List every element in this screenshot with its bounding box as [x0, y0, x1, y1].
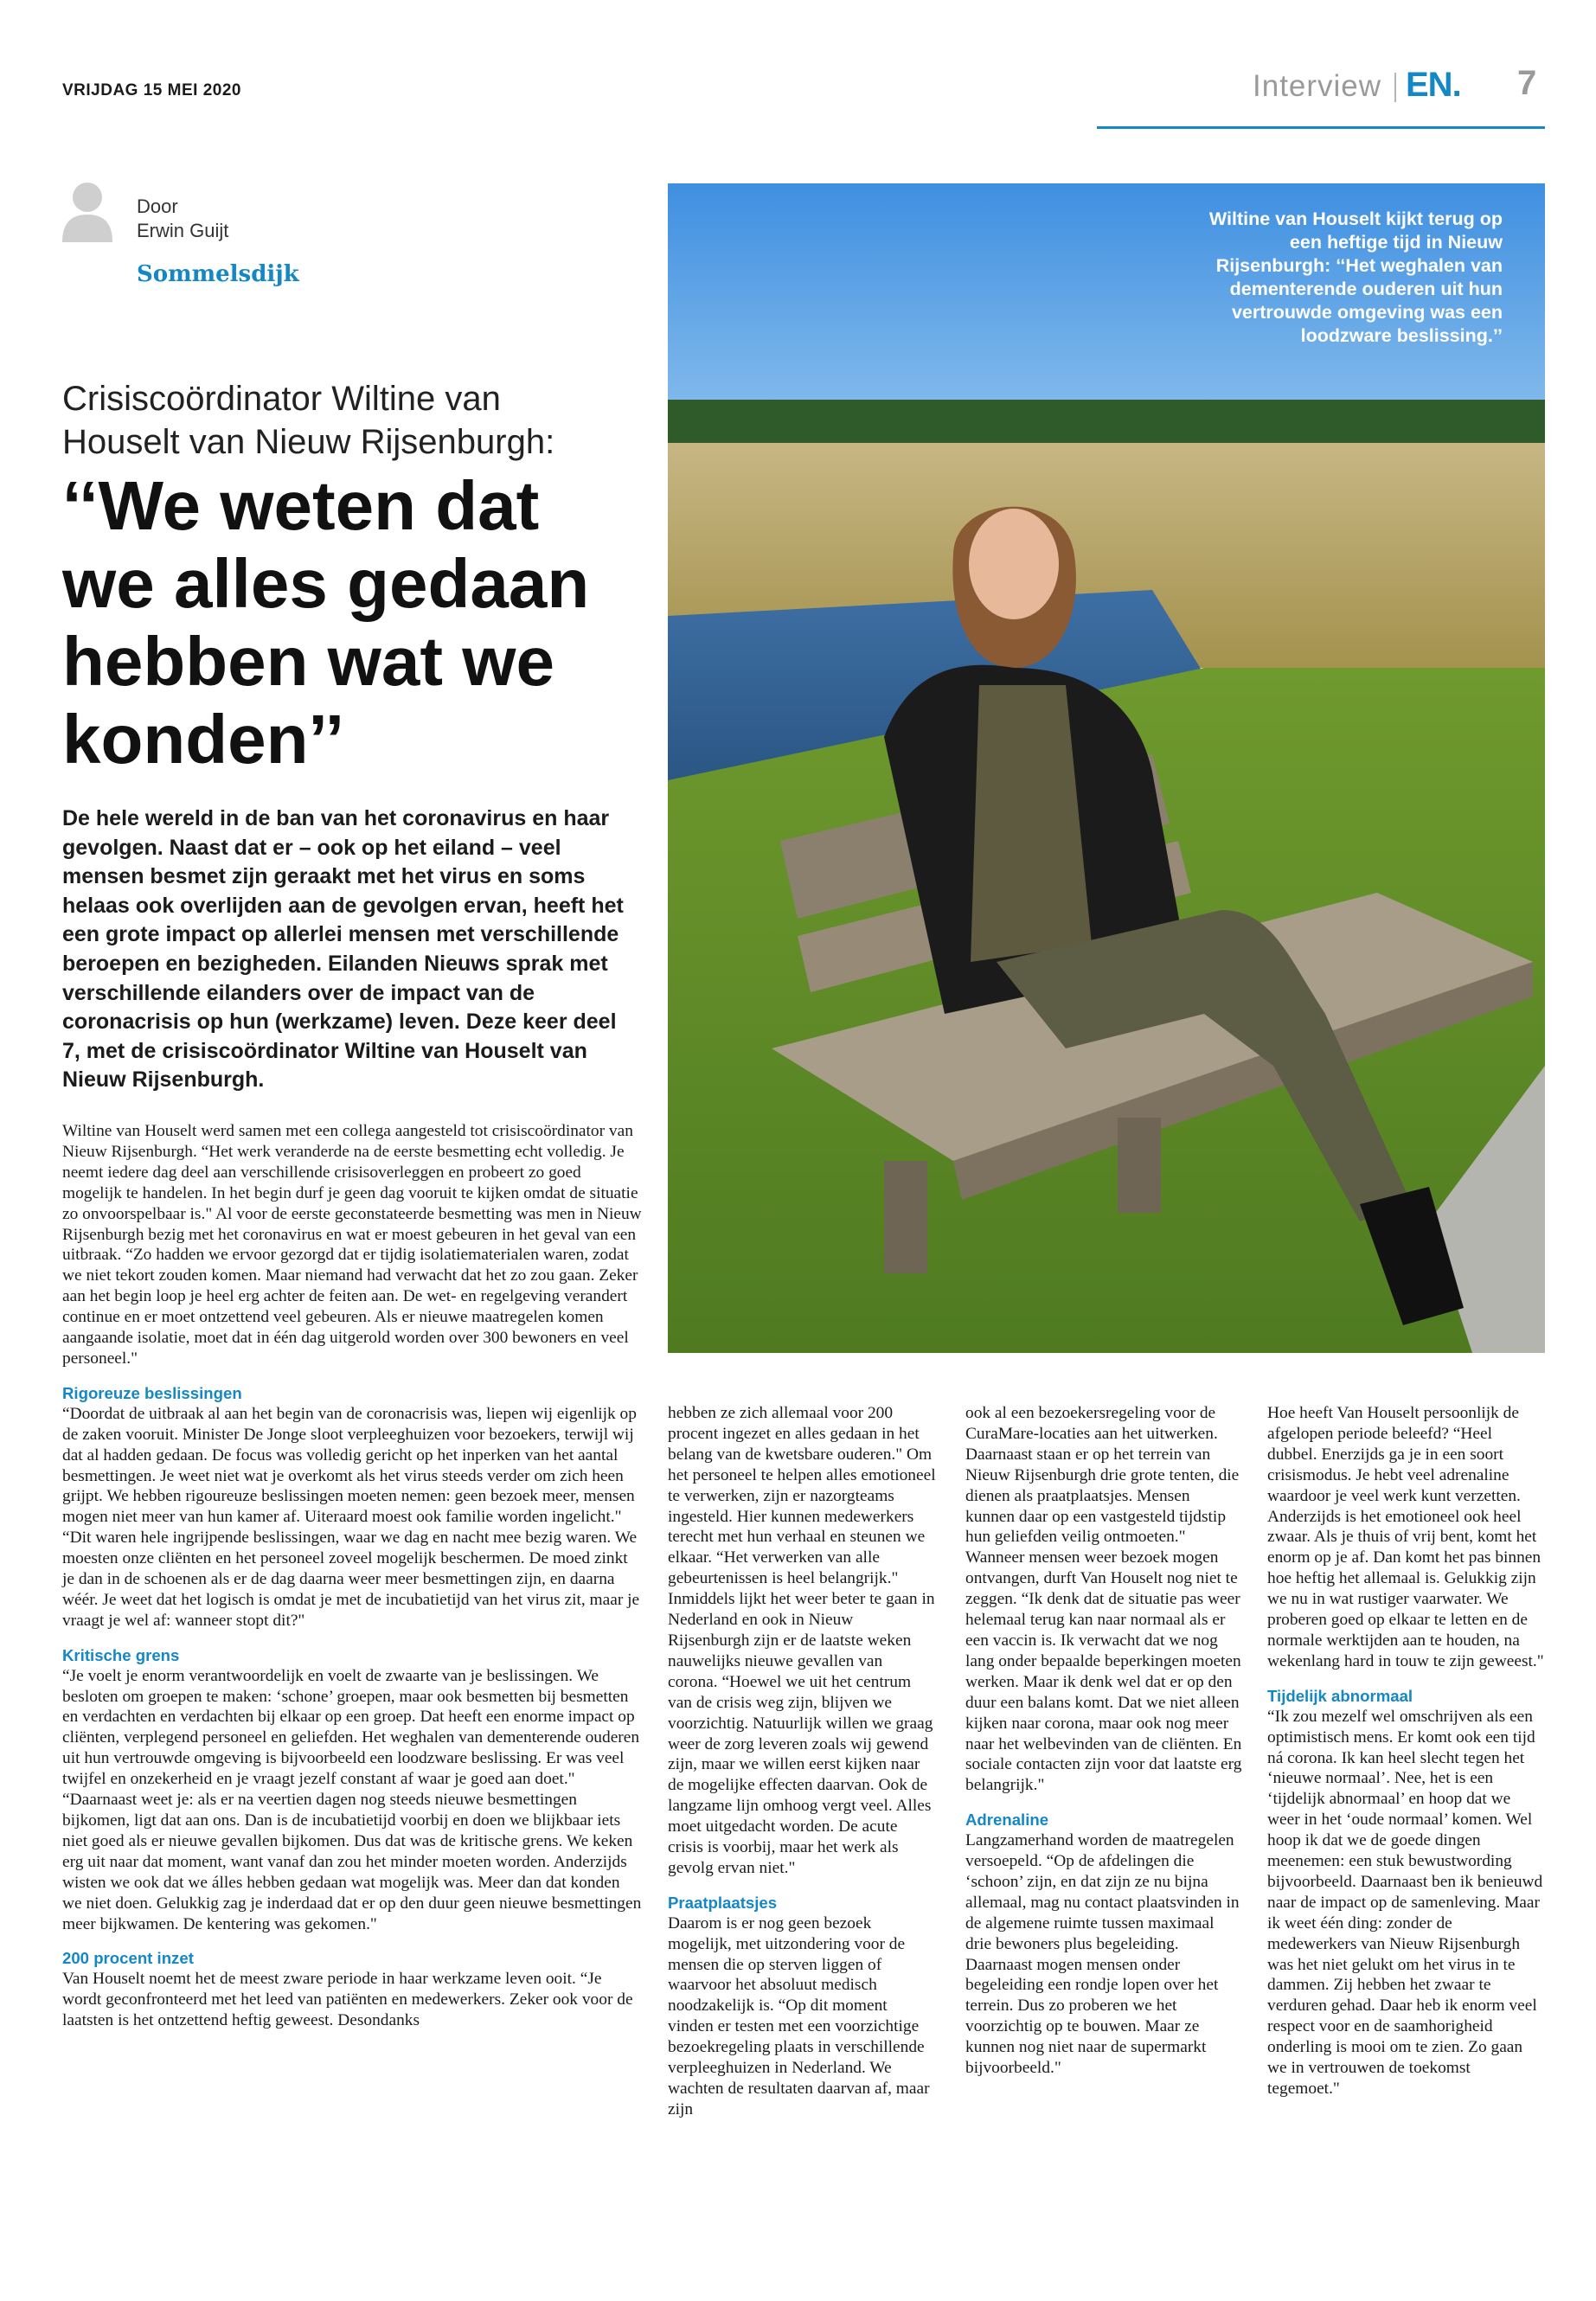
header-rule: [1097, 126, 1545, 129]
headline-kicker: Crisiscoördinator Wiltine van Houselt van Nieuw Rijsenburgh:: [62, 380, 555, 461]
article-photo: [668, 183, 1545, 1353]
paragraph: “Doordat de uitbraak al aan het begin van de coronacrisis was, liepen wij eigenlijk op de zaken vooruit. Minister De Jonge sloot verpleeghuizen voor bezoekers, terwijl wij dat al hadden gedaan. De focus was volledig gericht op het inperken van het aantal besmettingen. Je weet niet wat je overkomt als het virus steeds verder om zich heen grijpt. We hebben rigoureuze beslissingen moeten nemen: geen bezoek meer, mensen mogen niet meer van hun kamer af. Uiteraard moest ook familie worden ingelicht." “Dit waren hele ingrijpende beslissingen, waar we dag en nacht mee bezig waren. We moesten onze cliënten en het personeel zoveel mogelijk beschermen. De moed zinkt je dan in de schoenen als er de dag daarna weer meer besmettingen zijn, en daarna wéér. Je weet dat het logisch is omdat je met de incubatietijd van het virus zit, maar je vraagt je wel af: wanneer stopt dit?": [62, 1404, 640, 1630]
photo-caption: Wiltine van Houselt kijkt terug op een heftige tijd in Nieuw Rijsenburgh: ‘‘Het weghalen van dementerende ouderen uit hun vertrouwde omgeving was een loodzware beslissing.’’: [1208, 208, 1503, 346]
article-column-4: [1267, 1403, 1544, 2099]
article-column-2: [668, 1403, 936, 2120]
article-column-1: [62, 1121, 642, 2031]
subheading: 200 procent inzet: [62, 1949, 194, 1968]
paragraph: “Ik zou mezelf wel omschrijven als een optimistisch mens. Er komt ook een tijd ná corona. Ik kan heel slecht tegen het ‘nieuwe normaal’. Nee, het is een ‘tijdelijk abnormaal’ en hoop dat we weer in het ‘oude normaal’ komen. Wel hoop ik dat we de goede dingen meenemen: een stuk bewustwording bijvoorbeeld. Daarnaast ben ik benieuwd naar de impact op de samenleving. Maar ik weet één ding: zonder de medewerkers van Nieuw Rijsenburgh was het niet gelukt om het virus in te dammen. Zij hebben het zwaar te verduren gehad. Daar heb ik enorm veel respect voor en de saamhorigheid onderling is mooi om te zien. Zo gaan we in vertrouwen de toekomst tegemoet.": [1267, 1707, 1543, 2098]
page-number: 7: [1517, 64, 1537, 102]
subheading: Kritische grens: [62, 1645, 180, 1664]
paragraph: “Je voelt je enorm verantwoordelijk en voelt de zwaarte van je beslissingen. We besloten om groepen te maken: ‘schone’ groepen, maar ook besmetten bij besmetten en verdachten en verdachten bij elkaar op een groep. Dat heeft een enorme impact op cliënten, verplegend personeel en geliefden. Het weghalen van dementerende ouderen uit hun vertrouwde omgeving is bijvoorbeeld een loodzware beslissing. Er was veel twijfel en onzekerheid en je vraagt jezelf constant af waar je goed aan doet." “Daarnaast weet je: als er na veertien dagen nog steeds nieuwe besmettingen bijkomen, ligt dat aan ons. Dan is de incubatietijd voorbij en doen we blijkbaar iets niet goed als er nieuwe gevallen bijkomen. Dus dat was de kritische grens. We keken erg uit naar dat moment, want vanaf dan zou het minder moeten worden. Anderzijds wisten we ook dat we álles hebben gedaan wat mogelijk was. Meer dan dat konden we niet doen. Gelukkig zag je inderdaad dat er op den duur geen nieuwe besmettingen meer bijkwamen. De kentering was gekomen.": [62, 1666, 642, 1933]
subheading: Praatplaatsjes: [668, 1893, 778, 1912]
person-icon: [62, 180, 112, 242]
publication-logo: EN.: [1406, 66, 1461, 104]
edition-date: VRIJDAG 15 MEI 2020: [62, 81, 241, 99]
byline-label: Door: [137, 195, 178, 217]
paragraph: Langzamerhand worden de maatregelen versoepeld. “Op de afdelingen die ‘schoon’ zijn, en dat zijn ze nu bijna allemaal, mag nu contact plaatsvinden in de algemene ruimte tussen maximaal drie bewoners plus begeleiding. Daarnaast mogen mensen onder begeleiding een rondje lopen over het terrein. Dus zo proberen we het voorzichtig op te bouwen. Maar ze kunnen nog niet naar de supermarkt bijvoorbeeld.": [965, 1831, 1240, 2078]
paragraph: Wanneer mensen weer bezoek mogen ontvangen, durft Van Houselt nog niet te zeggen. “Ik denk dat de situatie pas weer helemaal terug kan naar normaal als er een vaccin is. Ik verwacht dat we nog lang onder bepaalde beperkingen moeten werken. Maar ik denk wel dat er op den duur een balans komt. Dat we niet alleen kijken naar corona, maar ook nog meer naar het welbevinden van de cliënten. En sociale contacten zijn voor dat laatste erg belangrijk.": [965, 1548, 1242, 1795]
subheading: Tijdelijk abnormaal: [1267, 1686, 1413, 1705]
paragraph: Hoe heeft Van Houselt persoonlijk de afgelopen periode beleefd? “Heel dubbel. Enerzijds ga je in een soort crisismodus. Je hebt veel adrenaline waardoor je veel werk kunt verzetten. Anderzijds is het emotioneel ook heel zwaar. Als je thuis of vrij bent, komt het enorm op je af. Dan komt het pas binnen hoe heftig het allemaal is. Gelukkig zijn we nu in wat rustiger vaarwater. We proberen goed op elkaar te letten en de normale werktijden aan te houden, na wekenlang hard in touw te zijn geweest.": [1267, 1404, 1544, 1670]
subheading: Rigoreuze beslissingen: [62, 1383, 242, 1402]
paragraph: Wiltine van Houselt werd samen met een collega aangesteld tot crisiscoördinator van Nieuw Rijsenburgh. “Het werk veranderde na de eerste besmetting echt volledig. Je neemt iedere dag deel aan verschillende crisisoverleggen en probeert zo goed mogelijk te handelen. In het begin durf je geen dag vooruit te kijken omdat de situatie zo onvoorspelbaar is." Al voor de eerste geconstateerde besmetting was men in Nieuw Rijsenburgh bezig met het coronavirus en wat er moest gebeuren in het geval van een uitbraak. “Zo hadden we ervoor gezorgd dat er tijdig isolatiematerialen waren, zodat we niet tekort zouden komen. Maar niemand had verwacht dat het zo zou gaan. Zeker aan het begin loop je heel erg achter de feiten aan. De wet- en regelgeving verandert continue en er moet ontzettend veel gebeuren. Als er nieuwe maatregelen komen aangaande isolatie, moet dat in één dag uitgerold worden over 300 bewoners en veel personeel.": [62, 1122, 642, 1368]
paragraph: Van Houselt noemt het de meest zware periode in haar werkzame leven ooit. “Je wordt geconfronteerd met het leed van patiënten en medewerkers. Zeker ook voor de laatsten is het ontzettend heftig geweest. Desondanks: [62, 1970, 633, 2030]
subheading: Adrenaline: [965, 1811, 1049, 1830]
paragraph: ook al een bezoekersregeling voor de CuraMare-locaties aan het uitwerken. Daarnaast staan er op het terrein van Nieuw Rijsenburgh drie grote tenten, die dienen als praatplaatsjes. Mensen kunnen daar op een vastgesteld tijdstip hun geliefden veilig ontmoeten.": [965, 1404, 1240, 1547]
paragraph: Inmiddels lijkt het weer beter te gaan in Nederland en ook in Nieuw Rijsenburgh zijn er de laatste weken nauwelijks nieuwe gevallen van corona. “Hoewel we uit het centrum van de crisis weg zijn, blijven we voorzichtig. Natuurlijk willen we graag weer de zorg leveren zoals wij gewend zijn, maar we willen eerst kijken naar de mogelijke effecten daarvan. Ook de langzame lijn omhoog vergt veel. Alles moet uitgedacht worden. De acute crisis is voorbij, maar het werk als gevolg ervan niet.": [668, 1590, 935, 1877]
headline: ‘‘We weten dat we alles gedaan hebben wat we konden’’: [62, 467, 590, 778]
paragraph: hebben ze zich allemaal voor 200 procent ingezet en alles gedaan in het belang van de kwetsbare ouderen." Om het personeel te helpen alles emotioneel te verwerken, zijn er nazorgteams ingesteld. Hier kunnen medewerkers terecht met hun verhaal en steunen we elkaar. “Het verwerken van alle gebeurtenissen is heel belangrijk.": [668, 1404, 936, 1588]
paragraph: Daarom is er nog geen bezoek mogelijk, met uitzondering voor de mensen die op sterven liggen of waarvoor het absoluut medisch noodzakelijk is. “Op dit moment vinden er testen met een voorzichtige bezoekregeling plaats in verschillende verpleeghuizen in Nederland. We wachten de resultaten daarvan af, maar zijn: [668, 1913, 930, 2118]
intro-paragraph: De hele wereld in de ban van het coronavirus en haar gevolgen. Naast dat er – ook op het eiland – veel mensen besmet zijn geraakt met het virus en soms helaas ook overlijden aan de gevolgen ervan, heeft het een grote impact op allerlei mensen met verschillende beroepen en bezigheden. Eilanden Nieuws sprak met verschillende eilanders over de impact van de coronacrisis op hun (werkzame) leven. Deze keer deel 7, met de crisiscoördinator Wiltine van Houselt van Nieuw Rijsenburgh.: [62, 806, 624, 1093]
section-label: Interview: [1253, 69, 1382, 103]
dateline-location: Sommelsdijk: [137, 261, 299, 287]
header-divider: [1394, 73, 1396, 102]
byline-author: Erwin Guijt: [137, 220, 229, 241]
article-column-3: [965, 1403, 1242, 2079]
